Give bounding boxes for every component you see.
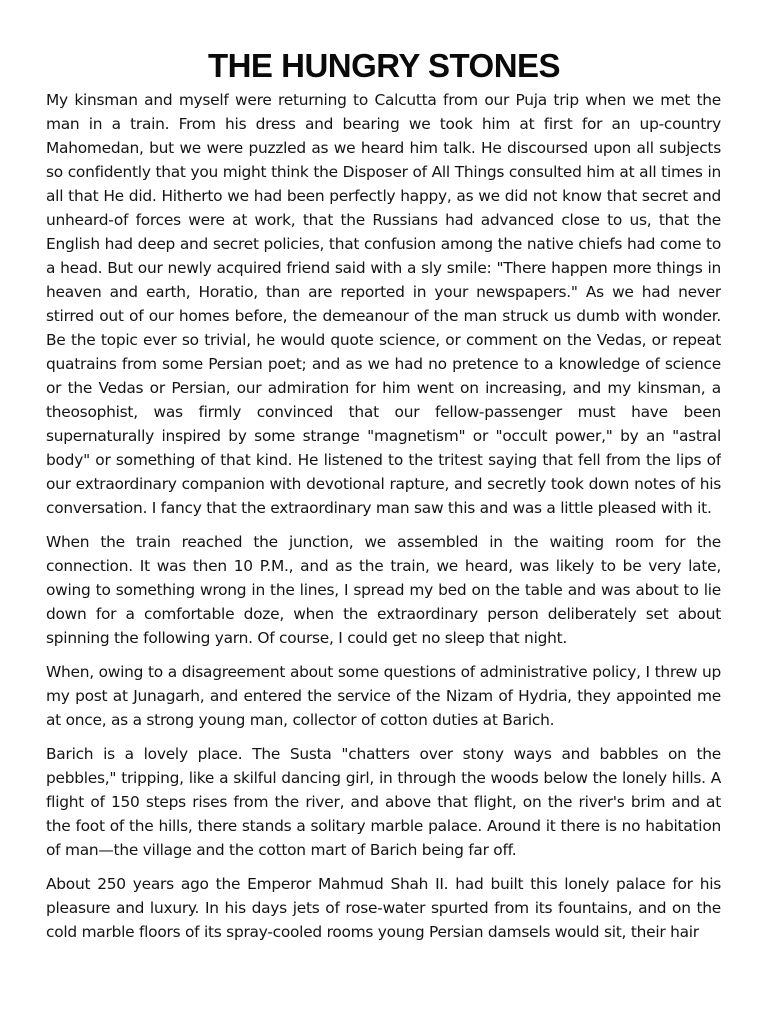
paragraph: Barich is a lovely place. The Susta "chatters over stony ways and babbles on the pebbles," tripping, like a skilful dancing girl, in through the woods below the lonely hills. A flight of 150 steps rises from the river, and above that flight, on the river's brim and at the foot of the hills, there stands a solitary marble palace. Around it there is no habitation of man—the village and the cotton mart of Barich being far off. bbox=[46, 745, 721, 859]
document-body bbox=[46, 88, 721, 1024]
paragraph: When the train reached the junction, we assembled in the waiting room for the connection. It was then 10 P.M., and as the train, we heard, was likely to be very late, owing to something wrong in the lines, I spread my bed on the table and was about to lie down for a comfortable doze, when the extraordinary person deliberately set about spinning the following yarn. Of course, I could get no sleep that night. bbox=[46, 533, 721, 647]
document-title: THE HUNGRY STONES bbox=[207, 47, 561, 84]
paragraph: My kinsman and myself were returning to Calcutta from our Puja trip when we met the man in a train. From his dress and bearing we took him at first for an up-country Mahomedan, but we were puzzled as we heard him talk. He discoursed upon all subjects so confidently that you might think the Disposer of All Things consulted him at all times in all that He did. Hitherto we had been perfectly happy, as we did not know that secret and unheard-of forces were at work, that the Russians had advanced close to us, that the English had deep and secret policies, that confusion among the native chiefs had come to a head. But our newly acquired friend said with a sly smile: "There happen more things in heaven and earth, Horatio, than are reported in your newspapers." As we had never stirred out of our homes before, the demeanour of the man struck us dumb with wonder. Be the topic ever so trivial, he would quote science, or comment on the Vedas, or repeat quatrains from some Persian poet; and as we had no pretence to a knowledge of science or the Vedas or Persian, our admiration for him went on increasing, and my kinsman, a theosophist, was firmly convinced that our fellow-passenger must have been supernaturally inspired by some strange "magnetism" or "occult power," by an "astral body" or something of that kind. He listened to the tritest saying that fell from the lips of our extraordinary companion with devotional rapture, and secretly took down notes of his conversation. I fancy that the extraordinary man saw this and was a little pleased with it. bbox=[46, 91, 721, 517]
paragraph: When, owing to a disagreement about some questions of administrative policy, I threw up my post at Junagarh, and entered the service of the Nizam of Hydria, they appointed me at once, as a strong young man, collector of cotton duties at Barich. bbox=[46, 663, 721, 729]
paragraph: About 250 years ago the Emperor Mahmud Shah II. had built this lonely palace for his pleasure and luxury. In his days jets of rose-water spurted from its fountains, and on the cold marble floors of its spray-cooled rooms young Persian damsels would sit, their hair bbox=[46, 875, 721, 941]
